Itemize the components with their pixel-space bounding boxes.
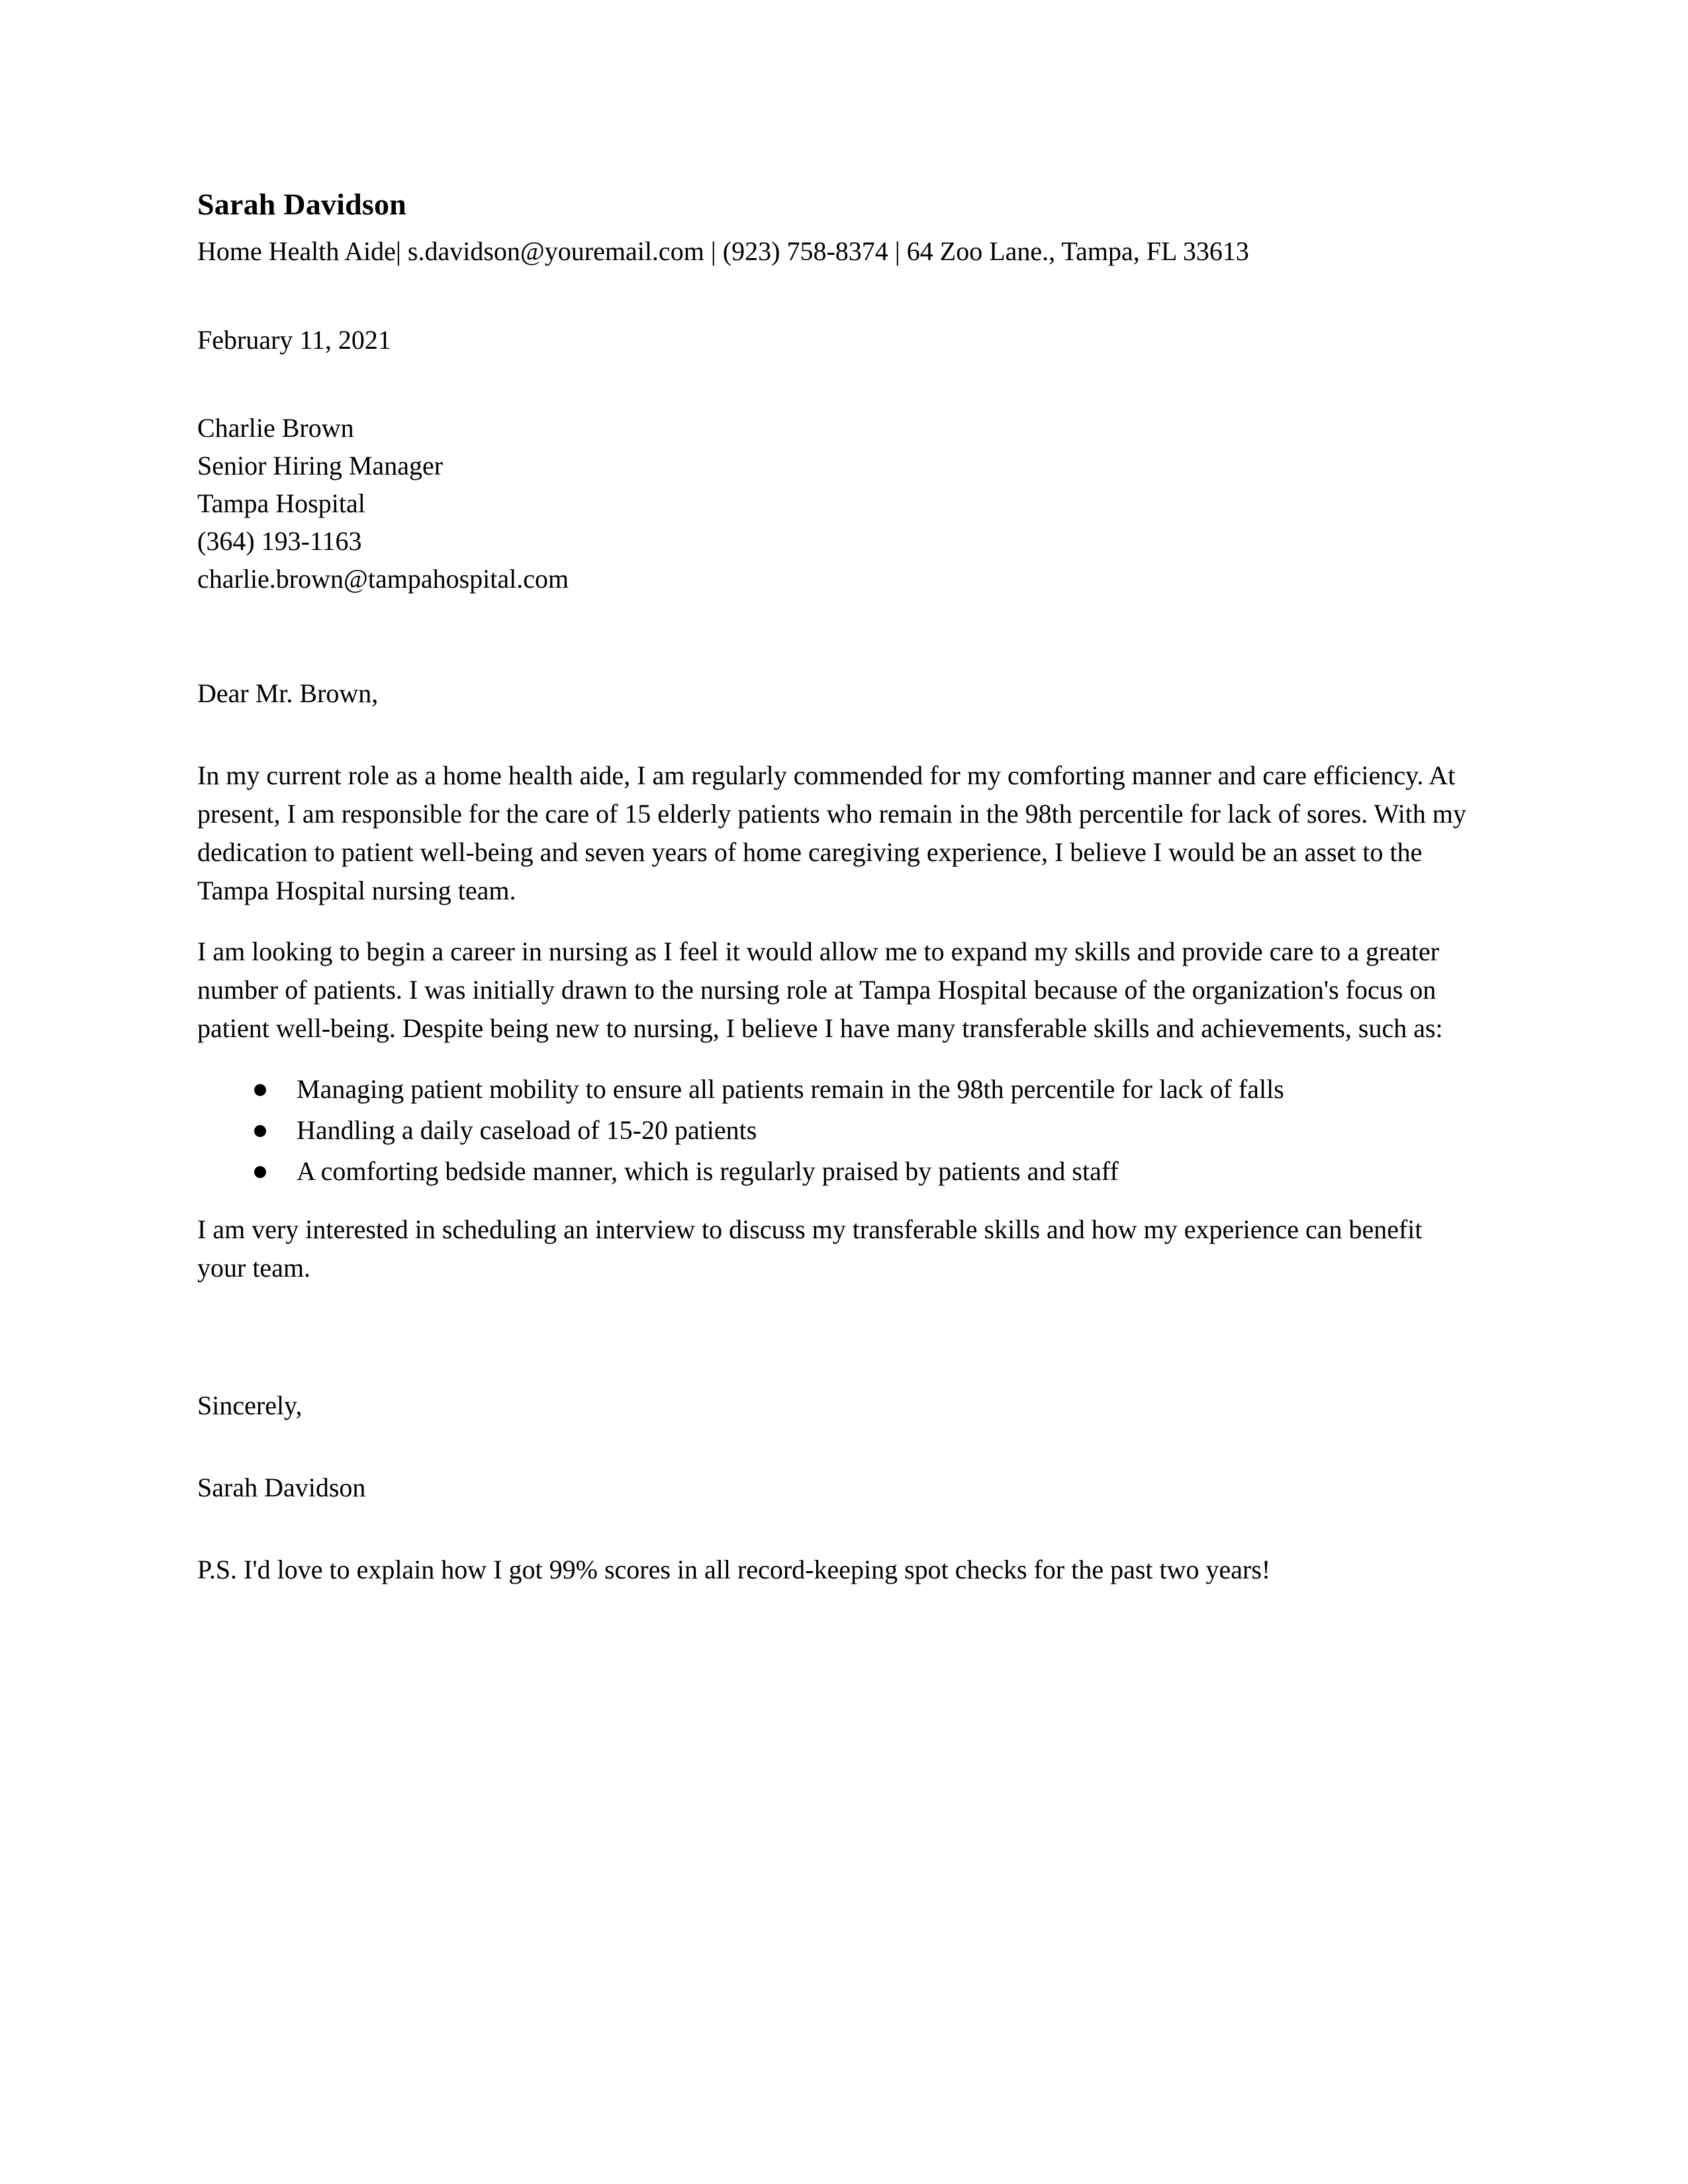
list-item-label: A comforting bedside manner, which is regularly praised by patients and staff: [297, 1156, 1119, 1187]
letter-date: February 11, 2021: [197, 325, 391, 355]
spacer-before-closing-2: [197, 1360, 1468, 1387]
spacer-before-closing: [197, 1310, 1468, 1360]
bullet-dot-icon: [254, 1125, 266, 1137]
bullet-dot-icon: [254, 1166, 266, 1178]
achievements-list: [197, 1070, 1468, 1191]
spacer-before-salutation: [197, 648, 1468, 674]
list-item: [197, 1152, 1468, 1191]
body-paragraph-1: In my current role as a home health aide, I am regularly commended for my comforting manner and care efficiency. At present, I am responsible for the care of 15 elderly patients who remain in the 98th percentile for lack of sores. With my dedication to patient well-being and seven years of home caregiving experience, I believe I would be an asset to the Tampa Hospital nursing team.: [197, 760, 1467, 906]
sender-name-heading: Sarah Davidson: [197, 187, 406, 221]
bullet-dot-icon: [254, 1084, 266, 1096]
postscript: P.S. I'd love to explain how I got 99% scores in all record-keeping spot checks for the past two years!: [197, 1555, 1271, 1585]
spacer-after-date: [197, 359, 1468, 410]
salutation: Dear Mr. Brown,: [197, 678, 379, 709]
recipient-name: Charlie Brown: [197, 413, 354, 443]
spacer-after-recipient: [197, 598, 1468, 648]
list-item: [197, 1111, 1468, 1150]
recipient-email: charlie.brown@tampahospital.com: [197, 563, 569, 594]
valediction: Sincerely,: [197, 1390, 303, 1421]
spacer-after-salutation: [197, 713, 1468, 756]
signature-name: Sarah Davidson: [197, 1473, 366, 1503]
sender-contact-line: Home Health Aide| s.davidson@youremail.com | (923) 758-8374 | 64 Zoo Lane., Tampa, FL 33613: [197, 236, 1249, 267]
body-paragraph-3: I am very interested in scheduling an interview to discuss my transferable skills and how my experience can benefit your team.: [197, 1214, 1423, 1283]
recipient-block: [197, 410, 1468, 598]
recipient-company: Tampa Hospital: [197, 488, 365, 518]
spacer-before-postscript: [197, 1507, 1468, 1551]
letter-content: [197, 187, 1468, 1589]
list-item-label: Handling a daily caseload of 15-20 patients: [297, 1115, 757, 1146]
recipient-phone: (364) 193-1163: [197, 525, 362, 556]
list-item: [197, 1070, 1468, 1109]
body-paragraph-2: I am looking to begin a career in nursing as I feel it would allow me to expand my skills and provide care to a greater number of patients. I was initially drawn to the nursing role at Tampa Hospital because of the organization's focus on patient well-being. Despite being new to nursing, I believe I have many transferable skills and achievements, such as:: [197, 936, 1443, 1044]
spacer-after-header: [197, 271, 1468, 321]
recipient-title: Senior Hiring Manager: [197, 451, 444, 481]
list-item-label: Managing patient mobility to ensure all patients remain in the 98th percentile for lack of falls: [297, 1074, 1284, 1105]
spacer-after-valediction: [197, 1425, 1468, 1469]
